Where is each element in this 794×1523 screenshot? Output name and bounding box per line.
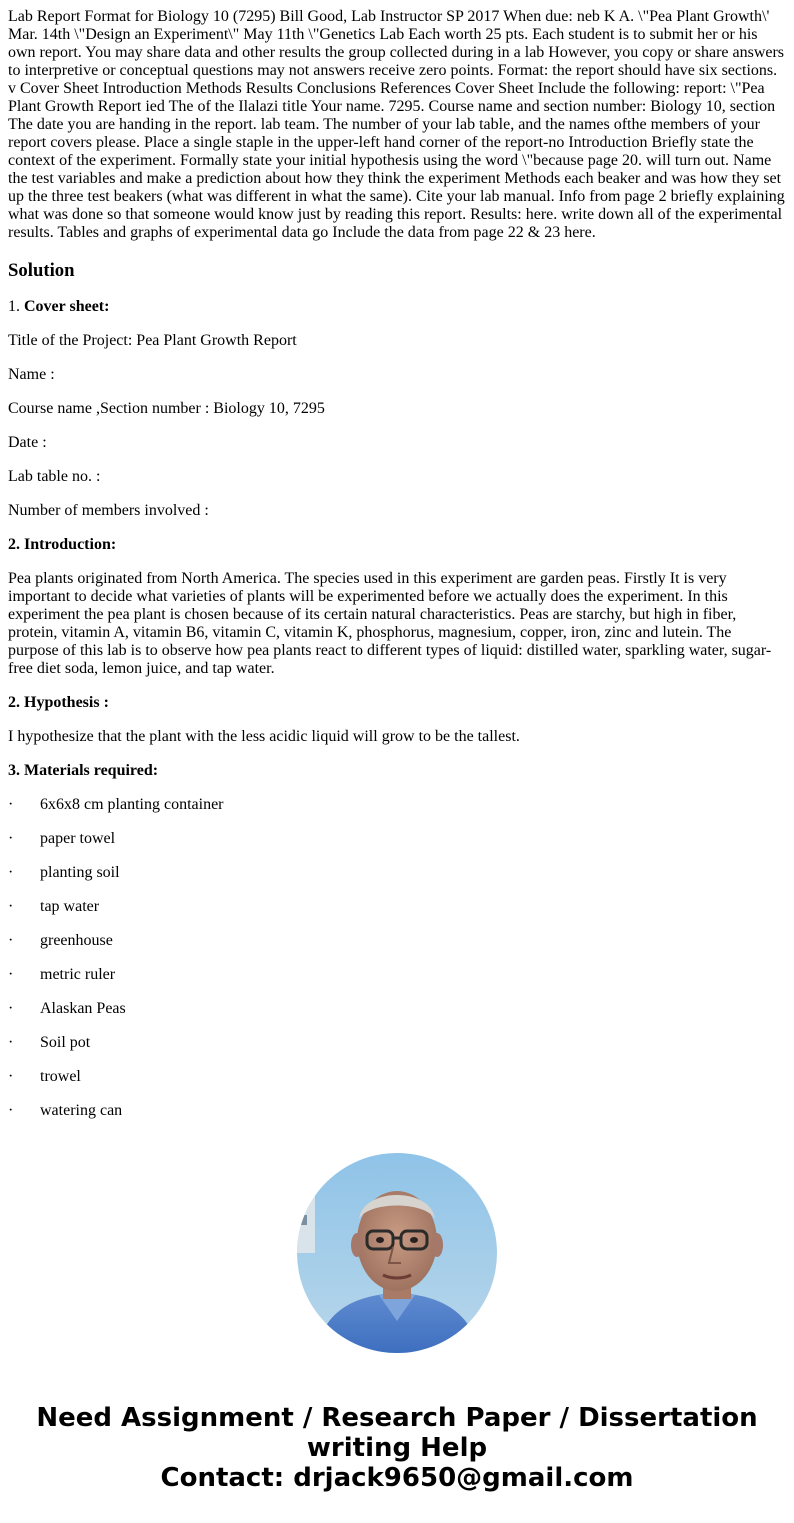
list-item (8, 830, 786, 848)
materials-heading (8, 762, 786, 780)
list-item-label: watering can (40, 1102, 123, 1119)
list-item-label: Soil pot (40, 1034, 91, 1051)
name-line: Name : (8, 366, 55, 383)
author-portrait-image (297, 1153, 497, 1353)
author-avatar (297, 1153, 497, 1353)
bullet-icon: · (8, 1000, 14, 1017)
bullet-icon: · (8, 966, 14, 983)
list-item-label: greenhouse (40, 932, 113, 949)
introduction-heading (8, 536, 786, 554)
list-item-label: Alaskan Peas (40, 1000, 126, 1017)
list-item (8, 898, 786, 916)
list-item (8, 932, 786, 950)
lab-table-line: Lab table no. : (8, 468, 101, 485)
list-item-label: metric ruler (40, 966, 116, 983)
introduction-heading-text: 2. Introduction: (8, 536, 117, 553)
list-item (8, 796, 786, 814)
list-item-label: 6x6x8 cm planting container (40, 796, 224, 813)
introduction-text: Pea plants originated from North America. The species used in this experiment are garden peas. Firstly It is very important to decide what varieties of plants will be experimented before we actually does the experiment. In this experiment the pea plant is chosen because of its certain natural characteristics. Peas are starchy, but high in fiber, protein, vitamin A, vitamin B6, vitamin C, vitamin K, phosphorus, magnesium, copper, iron, zinc and lutein. The purpose of this lab is to observe how pea plants react to different types of liquid: distilled water, sparkling water, sugar-free diet soda, lemon juice, and tap water. (8, 570, 772, 677)
list-item (8, 966, 786, 984)
list-item (8, 1068, 786, 1086)
question-text: Lab Report Format for Biology 10 (7295) Bill Good, Lab Instructor SP 2017 When due: neb K A. \"Pea Plant Growth\' Mar. 14th \"Design an Experiment\" May 11th \"Genetics Lab Each worth 25 pts. Each student is to submit her or his own report. You may share data and other results the group collected during in a lab However, you copy or share answers to interpretive or conceptual questions may not answers receive zero points. Format: the report should have six sections. v Cover Sheet Introduction Methods Results Conclusions References Cover Sheet Include the following: report: \"Pea Plant Growth Report ied The of the Ilalazi title Your name. 7295. Course name and section number: Biology 10, section The date you are handing in the report. lab team. The number of your lab table, and the names ofthe members of your report covers please. Place a single staple in the upper-left hand corner of the report-no Introduction Briefly state the context of the experiment. Formally state your initial hypothesis using the word \"because page 20. will turn out. Name the test variables and make a prediction about how they think the experiment Methods each beaker and was how they set up the three test beakers (what was different in what the same). Cite your lab manual. Info from page 2 briefly explaining what was done so that someone would know just by reading this report. Results: here. write down all of the experimental results. Tables and graphs of experimental data go Include the data from page 22 & 23 here. (8, 8, 785, 241)
bullet-icon: · (8, 932, 14, 949)
hypothesis-heading (8, 694, 786, 712)
list-item (8, 1034, 786, 1052)
cover-sheet-number: 1. (8, 298, 20, 315)
bullet-icon: · (8, 796, 14, 813)
list-item-label: paper towel (40, 830, 116, 847)
list-item-label: tap water (40, 898, 100, 915)
hypothesis-text: I hypothesize that the plant with the less acidic liquid will grow to be the tallest. (8, 728, 520, 745)
materials-heading-text: 3. Materials required: (8, 762, 159, 779)
list-item (8, 1102, 786, 1120)
materials-list (8, 796, 786, 1120)
list-item (8, 864, 786, 882)
project-title-line: Title of the Project: Pea Plant Growth Report (8, 332, 297, 349)
bullet-icon: · (8, 1102, 14, 1119)
bullet-icon: · (8, 1068, 14, 1085)
footer-contact: Contact: drjack9650@gmail.com (160, 1463, 634, 1493)
list-item-label: trowel (40, 1068, 81, 1085)
cover-sheet-heading (8, 298, 786, 316)
footer-banner (0, 1403, 794, 1493)
members-line: Number of members involved : (8, 502, 209, 519)
bullet-icon: · (8, 864, 14, 881)
cover-sheet-title: Cover sheet: (24, 298, 110, 315)
bullet-icon: · (8, 898, 14, 915)
course-line: Course name ,Section number : Biology 10, 7295 (8, 400, 325, 417)
bullet-icon: · (8, 1034, 14, 1051)
list-item (8, 1000, 786, 1018)
footer-line-2: writing Help (306, 1433, 488, 1463)
footer-line-1: Need Assignment / Research Paper / Dissertation (36, 1403, 758, 1433)
solution-heading: Solution (8, 260, 75, 281)
hypothesis-heading-text: 2. Hypothesis : (8, 694, 109, 711)
bullet-icon: · (8, 830, 14, 847)
list-item-label: planting soil (40, 864, 120, 881)
date-line: Date : (8, 434, 47, 451)
